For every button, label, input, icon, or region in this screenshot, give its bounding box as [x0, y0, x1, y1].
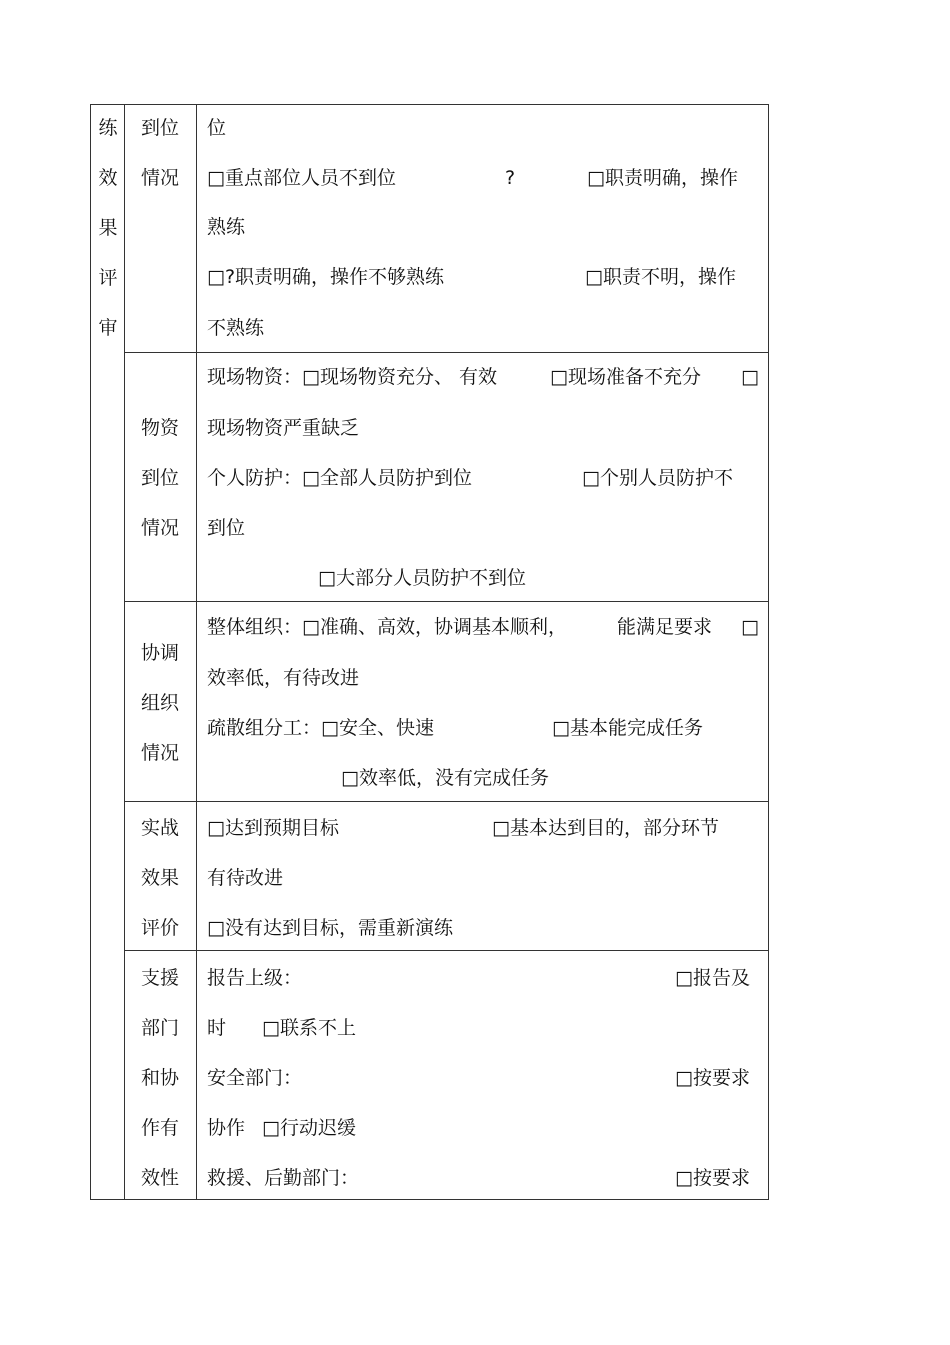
- row-label: 实战: [140, 817, 179, 839]
- row-label: 情况: [140, 742, 179, 764]
- checkbox-option: □基本能完成任务: [552, 717, 703, 739]
- row-divider-3: [124, 801, 769, 802]
- table-border-bottom: [90, 1199, 769, 1200]
- cell-text: 时: [207, 1017, 227, 1039]
- table-border-top: [90, 104, 769, 105]
- checkbox-option: □大部分人员防护不到位: [318, 567, 526, 589]
- cell-text: ?: [505, 167, 516, 189]
- cell-text: 不熟练: [207, 317, 265, 339]
- row-label: 物资: [140, 417, 179, 439]
- checkbox-option: □按要求: [675, 1167, 750, 1189]
- checkbox-option: 疏散组分工：□安全、快速: [207, 717, 434, 739]
- row-label: 和协: [140, 1067, 179, 1089]
- cell-text: 现场物资严重缺乏: [207, 417, 360, 439]
- cell-text: 能满足要求: [617, 616, 713, 638]
- cell-text: 到位: [207, 517, 246, 539]
- row-label: 情况: [140, 517, 179, 539]
- checkbox-option: □现场准备不充分: [550, 366, 701, 388]
- row-label: 情况: [140, 167, 179, 189]
- checkbox-option: 现场物资：□现场物资充分、 有效: [207, 366, 497, 388]
- checkbox-option: □职责不明，操作: [585, 266, 736, 288]
- checkbox-option: □行动迟缓: [262, 1117, 356, 1139]
- cell-text: 效率低，有待改进: [207, 667, 360, 689]
- checkbox-option: □个别人员防护不: [582, 467, 733, 489]
- checkbox-option: 整体组织：□准确、高效，协调基本顺利，: [207, 616, 567, 638]
- checkbox-option: □联系不上: [262, 1017, 356, 1039]
- col1-char: 练: [98, 117, 118, 139]
- checkbox-option: □: [741, 366, 759, 388]
- checkbox-option: □达到预期目标: [207, 817, 339, 839]
- table-col-divider-2: [196, 104, 197, 1200]
- row-label: 协调: [140, 642, 179, 664]
- row-label: 部门: [140, 1017, 179, 1039]
- checkbox-option: 个人防护：□全部人员防护到位: [207, 467, 472, 489]
- checkbox-option: □按要求: [675, 1067, 750, 1089]
- row-label: 效果: [140, 867, 179, 889]
- col1-char: 效: [98, 167, 118, 189]
- checkbox-option: □职责明确，操作: [587, 167, 738, 189]
- cell-text: 有待改进: [207, 867, 284, 889]
- cell-text: 位: [207, 117, 227, 139]
- checkbox-option: □基本达到目的，部分环节: [492, 817, 719, 839]
- checkbox-option: □重点部位人员不到位: [207, 167, 396, 189]
- row-divider-1: [124, 352, 769, 353]
- cell-text: 救援、后勤部门：: [207, 1167, 360, 1189]
- row-label: 组织: [140, 692, 179, 714]
- cell-text: 安全部门：: [207, 1067, 303, 1089]
- row-divider-2: [124, 601, 769, 602]
- row-label: 支援: [140, 967, 179, 989]
- row-divider-4: [124, 950, 769, 951]
- checkbox-option: □?职责明确，操作不够熟练: [207, 266, 445, 288]
- cell-text: 熟练: [207, 216, 246, 238]
- row-label: 作有: [140, 1117, 179, 1139]
- col1-char: 果: [98, 217, 118, 239]
- checkbox-option: □: [741, 616, 759, 638]
- cell-text: 协作: [207, 1117, 246, 1139]
- table-border-right: [768, 104, 769, 1200]
- checkbox-option: □没有达到目标，需重新演练: [207, 917, 453, 939]
- row-label: 评价: [140, 917, 179, 939]
- col1-char: 审: [98, 317, 118, 339]
- cell-text: 报告上级：: [207, 967, 303, 989]
- row-label: 到位: [140, 467, 179, 489]
- row-label: 到位: [140, 117, 179, 139]
- checkbox-option: □报告及: [675, 967, 750, 989]
- col1-char: 评: [98, 267, 118, 289]
- checkbox-option: □效率低，没有完成任务: [341, 767, 549, 789]
- row-label: 效性: [140, 1167, 179, 1189]
